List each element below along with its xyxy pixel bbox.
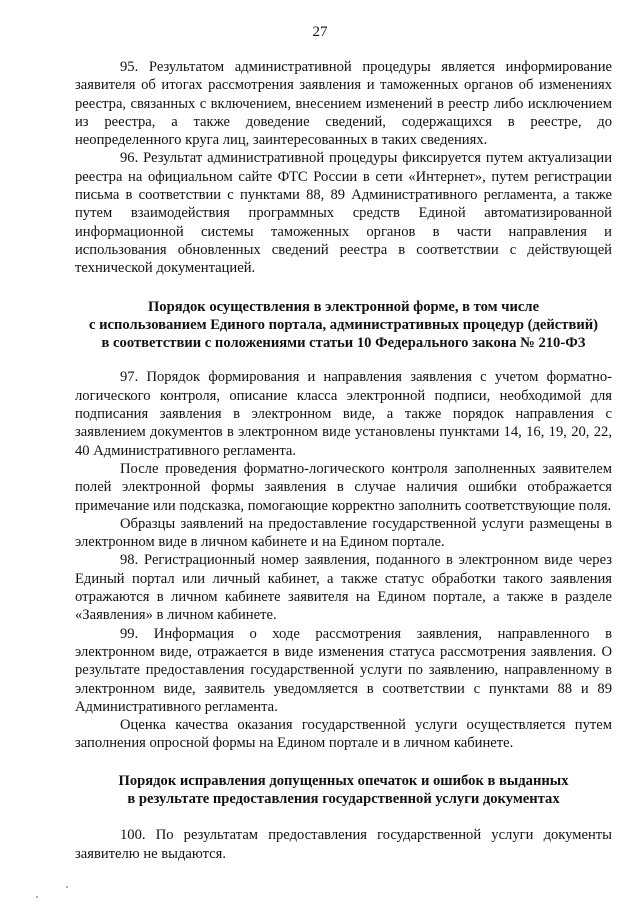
heading-line: в результате предоставления государственной услуги документах	[127, 790, 560, 807]
paragraph-quality-assessment: Оценка качества оказания государственной услуги осуществляется путем заполнения опросной формы на Едином портале и в личном кабинете.	[75, 717, 612, 752]
scan-speck	[36, 896, 38, 898]
heading-line: с использованием Единого портала, административных процедур (действий)	[88, 316, 599, 333]
paragraph-98: 98. Регистрационный номер заявления, поданного в электронном виде через Единый портал или личный кабинет, а также статус обработки такого заявления отражаются в личном кабинете заявителя на Едином портале, а также в разделе «Заявления» в личном кабинете.	[75, 552, 612, 624]
paragraph-99: 99. Информация о ходе рассмотрения заявления, направленного в электронном виде, отражается в виде изменения статуса рассмотрения заявления. О результате предоставления государственной услуги по заявлению, направленному в электронном виде, заявитель уведомляется в соответствии с пунктами 88 и 89 Административного регламента.	[75, 625, 612, 715]
section-heading-electronic-form	[75, 298, 612, 353]
paragraph-95: 95. Результатом административной процедуры является информирование заявителя об итогах рассмотрения заявления и таможенных органов об изменениях реестра, связанных с включением, внесением изменений в реестр либо исключением из реестра, а также доведение сведений, содержащихся в реестре, до неопределенного круга лиц, заинтересованных в таких сведениях.	[75, 59, 612, 149]
scan-speck	[66, 886, 68, 888]
paragraph-96: 96. Результат административной процедуры фиксируется путем актуализации реестра на официальном сайте ФТС России в сети «Интернет», путем регистрации письма в соответствии с пунктами 88, 89 Административного регламента, а также путем взаимодействия программных средств Единой автоматизированной информационной системы таможенных органов в части направления и использования обновленных сведений реестра в соответствии с действующей технической документацией.	[75, 150, 612, 277]
heading-line: Порядок осуществления в электронной форме, в том числе	[147, 298, 540, 315]
page-body	[75, 58, 612, 863]
paragraph-100: 100. По результатам предоставления государственной услуги документы заявителю не выдаются.	[75, 827, 612, 862]
heading-line: Порядок исправления допущенных опечаток и ошибок в выданных	[118, 772, 569, 789]
paragraph-application-samples: Образцы заявлений на предоставление государственной услуги размещены в электронном виде в личном кабинете и на Едином портале.	[75, 515, 612, 551]
section-heading-error-correction	[75, 772, 612, 809]
paragraph-format-logic-control: После проведения форматно-логического контроля заполненных заявителем полей электронной формы заявления в случае наличия ошибки отображается примечание или подсказка, помогающие корректно заполнить соответствующие поля.	[75, 460, 612, 514]
page-number: 27	[312, 24, 328, 40]
heading-line: в соответствии с положениями статьи 10 Федерального закона № 210-ФЗ	[101, 335, 586, 352]
paragraph-97: 97. Порядок формирования и направления заявления с учетом форматно-логического контроля, описание класса электронной подписи, необходимой для подписания заявления в электронном виде, а также порядок направления с заявлением документов в электронном виде установлены пунктами 14, 16, 19, 20, 22, 40 Административного регламента.	[75, 369, 612, 459]
